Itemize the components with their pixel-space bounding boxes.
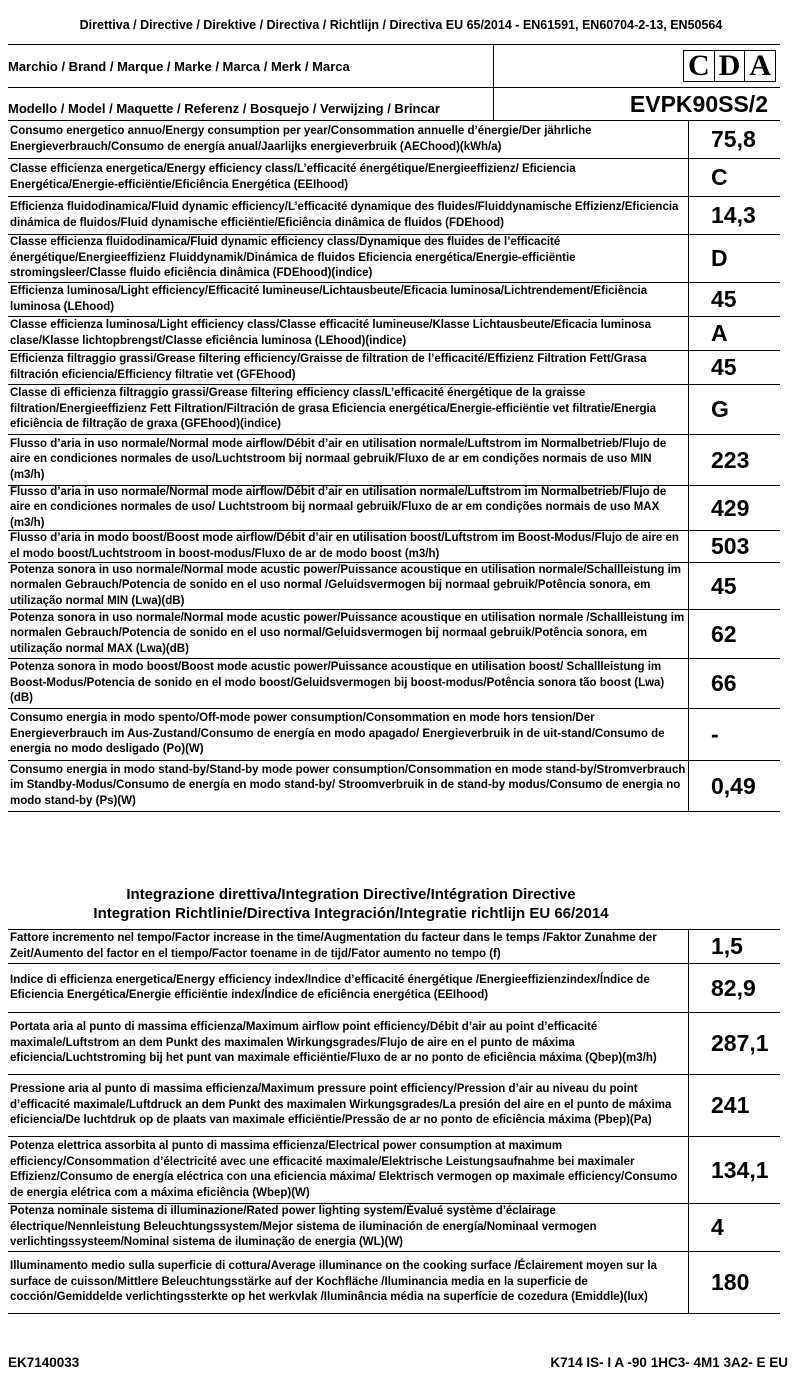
- row-label: Flusso d’aria in uso normale/Normal mode airflow/Débit d’air en utilisation normale/Luftstrom im Normalbetrieb/Flujo de aire en condiciones normales de uso/ Luchtstroom bij normaal gebruik/Fluxo de ar em condições normais de uso MAX (m3/h): [10, 485, 667, 529]
- row-label: Flusso d’aria in modo boost/Boost mode airflow/Débit d’air en utilisation boost/Luftstrom im Boost-Modus/Flujo de aire en el modo boost/Luchtstroom in boost-modus/Fluxo de ar de modo boost (m3/h): [10, 532, 679, 560]
- row-value: 45: [688, 351, 780, 384]
- row-value: 75,8: [688, 121, 780, 158]
- row-value: 287,1: [688, 1013, 780, 1074]
- row-label: Classe efficienza energetica/Energy efficiency class/L’efficacité énergétique/Energieeffizienz/ Eficiencia Energética/Energie-efficiëntie/Eficiência Energética (EEIhood): [10, 163, 576, 191]
- table-row: [8, 159, 780, 197]
- row-value: 62: [688, 610, 780, 658]
- row-label: Potenza elettrica assorbita al punto di massima efficienza/Electrical power consumption at maximum efficiency/Consommation d’électricité avec une efficacité maximale/Elektrische Leistungsaufnahme bei maximaler Effizienz/Consumo de energía eléctrica con una eficiencia máxima/ Elektrisch vermogen op maximale efficiency/Consumo de energia elétrica com a máxima eficiência (Wbep)(W): [10, 1140, 678, 1199]
- row-value: 0,49: [688, 761, 780, 811]
- row-value: A: [688, 317, 780, 350]
- table-row: [8, 1075, 780, 1137]
- model-row: [8, 88, 780, 121]
- integration-title: Integrazione direttiva/Integration Directive/Intégration Directive Integration Richtlinie/Directiva Integración/Integratie richtlijn EU 66/2014: [93, 886, 609, 922]
- table-row: [8, 385, 780, 435]
- table-row: [8, 1204, 780, 1252]
- spec-table: [8, 44, 780, 812]
- row-label: Portata aria al punto di massima efficienza/Maximum airflow point efficiency/Débit d’air au point d’efficacité maximale/Luftstrom an dem Punkt des maximalen Wirkungsgrades/Flujo de aire en el punto de máxima eficiencia/Luchtstroming bij het punt van maximale efficiëntie/Fluxo de ar no ponto de eficiência máxima (Qbep)(m3/h): [10, 1021, 657, 1065]
- footer-classification: K714 IS- I A -90 1HC3- 4M1 3A2- E EU: [550, 1355, 788, 1370]
- row-label: Potenza sonora in modo boost/Boost mode acustic power/Puissance acoustique en utilisation boost/ Schallleistung im Boost-Modus/Potencia de sonido en el modo boost/Geluidsvermogen bij boost-modus/Potência sonora tão boost (Lwa)(dB): [10, 661, 665, 705]
- row-label: Potenza sonora in uso normale/Normal mode acustic power/Puissance acoustique en utilisation normale /Schallleistung im normalen Gebrauch/Potencia de sonido en el uso normal/Geluidsvermogen bij normaal gebruik/Potência sonora, em utilização normal MAX (Lwa)(dB): [10, 611, 685, 655]
- row-label: Classe efficienza fluidodinamica/Fluid dynamic efficiency class/Dynamique des fluides de l’efficacité énergétique/Energieeffizienz Fluiddynamik/Dinámica de fluidos Eficiencia energética/Energie-efficiëntie stromingsleer/Classe fluido eficiência dinâmica (FDEhood)(indice): [10, 236, 576, 280]
- row-label: Efficienza filtraggio grassi/Grease filtering efficiency/Graisse de filtration de l’efficacité/Effizienz Filtration Fett/Grasa filtración eficiencia/Efficiency filtratie vet (GFEhood): [10, 353, 647, 381]
- table-row: [8, 197, 780, 235]
- row-value: 82,9: [688, 964, 780, 1012]
- row-value: 1,5: [688, 930, 780, 963]
- table-row: [8, 351, 780, 385]
- table-row: [8, 659, 780, 709]
- table-row: [8, 1013, 780, 1075]
- footer: [8, 1355, 788, 1370]
- row-value: 503: [688, 531, 780, 562]
- table-row: [8, 1252, 780, 1314]
- brand-label: Marchio / Brand / Marque / Marke / Marca / Merk / Marca: [8, 45, 494, 87]
- row-label: Consumo energia in modo stand-by/Stand-by mode power consumption/Consommation en mode stand-by/Stromverbrauch im Standby-Modus/Consumo de energía en modo stand-by/ Stroomverbruik in de stand-by modus/Consumo de energia no modo stand-by (Ps)(W): [10, 763, 686, 807]
- row-label: Fattore incremento nel tempo/Factor increase in the time/Augmentation du facteur dans le temps /Faktor Zunahme der Zeit/Aumento del factor en el tiempo/Factor toename in de tijd/Fator aumento no tempo (f): [10, 932, 657, 960]
- row-value: 45: [688, 563, 780, 609]
- table-row: [8, 930, 780, 964]
- row-value: 45: [688, 283, 780, 316]
- table-row: [8, 435, 780, 486]
- footer-code: EK7140033: [8, 1355, 80, 1370]
- row-label: Classe efficienza luminosa/Light efficiency class/Classe efficacité lumineuse/Klasse Lichtausbeute/Eficacia luminosa clase/Klasse lichtopbrengst/Classe eficiência luminosa (LEhood)(indice): [10, 319, 652, 347]
- table-row: [8, 610, 780, 659]
- row-value: 180: [688, 1252, 780, 1313]
- row-value: 4: [688, 1204, 780, 1251]
- row-label: Flusso d’aria in uso normale/Normal mode airflow/Débit d’air en utilisation normale/Luftstrom im Normalbetrieb/Flujo de aire en condiciones normales de uso/Luchtstroom bij normaal gebruik/Fluxo de ar em condições normais de uso MIN (m3/h): [10, 437, 667, 481]
- spec-rows: [8, 121, 780, 812]
- table-row: [8, 709, 780, 761]
- row-label: Consumo energia in modo spento/Off-mode power consumption/Consommation en mode hors tension/Der Energieverbrauch im Aus-Zustand/Consumo de energía en modo apagado/ Energieverbruik in de uit-stand/Consumo de energia no modo desligado (Po)(W): [10, 712, 665, 756]
- row-value: D: [688, 235, 780, 282]
- row-value: C: [688, 159, 780, 196]
- row-label: Indice di efficienza energetica/Energy efficiency index/Indice d’efficacité énergétique /Energieeffizienzindex/Índice de Eficiencia Energética/Energie efficiëntie index/Índice de eficiência energética (EEIhood): [10, 973, 650, 1001]
- row-label: Illuminamento medio sulla superficie di cottura/Average illuminance on the cooking surface /Éclairement moyen sur la surface de cuisson/Mittlere Beleuchtungsstärke auf der Kochfläche /Iluminancia media en la superficie de cocción/Gemiddelde verlichtingssterkte op het werkvlak /Iluminância média na superfície de cozedura (Emiddle)(lux): [10, 1260, 657, 1304]
- table-row: [8, 121, 780, 159]
- row-value: 223: [688, 435, 780, 485]
- row-label: Consumo energetico annuo/Energy consumption per year/Consommation annuelle d’énergie/Der jährliche Energieverbrauch/Consumo de energía anual/Jaarlijks energieverbruik (AEChood)(kWh/a): [10, 125, 592, 153]
- directive-header: Direttiva / Directive / Direktive / Directiva / Richtlijn / Directiva EU 65/2014 - EN61591, EN60704-2-13, EN50564: [79, 18, 723, 32]
- integration-table: [8, 929, 780, 1314]
- brand-row: [8, 45, 780, 88]
- row-value: G: [688, 385, 780, 434]
- row-label: Classe di efficienza filtraggio grassi/Grease filtering efficiency class/L’efficacité énergétique de la graisse filtration/Energieeffizienz Fett Filtration/Filtración de grasa Eficiencia energética/Energie-efficiëntie vet filtratie/Energia eficiência de filtração de graxa (GFEhood)(indice): [10, 387, 657, 431]
- row-value: -: [688, 709, 780, 760]
- table-row: [8, 283, 780, 317]
- table-row: [8, 761, 780, 812]
- row-label: Potenza nominale sistema di illuminazione/Rated power lighting system/Évalué système d’éclairage électrique/Nennleistung Beleuchtungssystem/Mejor sistema de iluminación de energía/Nominaal vermogen verlichtingssysteem/Nominal sistema de iluminação de energia (WL)(W): [10, 1205, 597, 1249]
- row-label: Potenza sonora in uso normale/Normal mode acustic power/Puissance acoustique en utilisation normale/Schallleistung im normalen Gebrauch/Potencia de sonido en el uso normal /Geluidsvermogen bij normaal gebruik/Potência sonora, em utilização normal MIN (Lwa)(dB): [10, 563, 681, 607]
- row-value: 14,3: [688, 197, 780, 234]
- row-value: 134,1: [688, 1137, 780, 1203]
- table-row: [8, 964, 780, 1013]
- model-value: EVPK90SS/2: [629, 91, 768, 117]
- model-label: Modello / Model / Maquette / Referenz / Bosquejo / Verwijzing / Brincar: [8, 88, 494, 120]
- table-row: [8, 563, 780, 610]
- table-row: [8, 486, 780, 531]
- row-label: Efficienza fluidodinamica/Fluid dynamic efficiency/L’efficacité dynamique des fluides/Fluiddynamische Effizienz/Eficiencia dinámica de fluidos/Fluid dynamische efficiëntie/Eficiência dinâmica de fluidos (FDEhood): [10, 201, 679, 229]
- brand-logo-cell: [494, 45, 780, 87]
- cda-logo: C D A: [683, 50, 776, 82]
- row-value: 429: [688, 486, 780, 530]
- integration-rows: [8, 930, 780, 1314]
- table-row: [8, 235, 780, 283]
- row-value: 66: [688, 659, 780, 708]
- row-value: 241: [688, 1075, 780, 1136]
- row-label: Pressione aria al punto di massima efficienza/Maximum pressure point efficiency/Pression d’air au niveau du point d’efficacité maximale/Luftdruck an dem Punkt des maximalen Wirkungsgrades/La presión del aire en el punto de máxima eficiencia/De luchtdruk op de plaats van maximale efficiëntie/Pressão de ar no ponto de eficiência máxima (Pbep)(Pa): [10, 1083, 672, 1127]
- row-label: Efficienza luminosa/Light efficiency/Efficacité lumineuse/Lichtausbeute/Eficacia luminosa/Lichtrendement/Eficiência luminosa (LEhood): [10, 285, 648, 313]
- table-row: [8, 1137, 780, 1204]
- table-row: [8, 317, 780, 351]
- table-row: [8, 531, 780, 563]
